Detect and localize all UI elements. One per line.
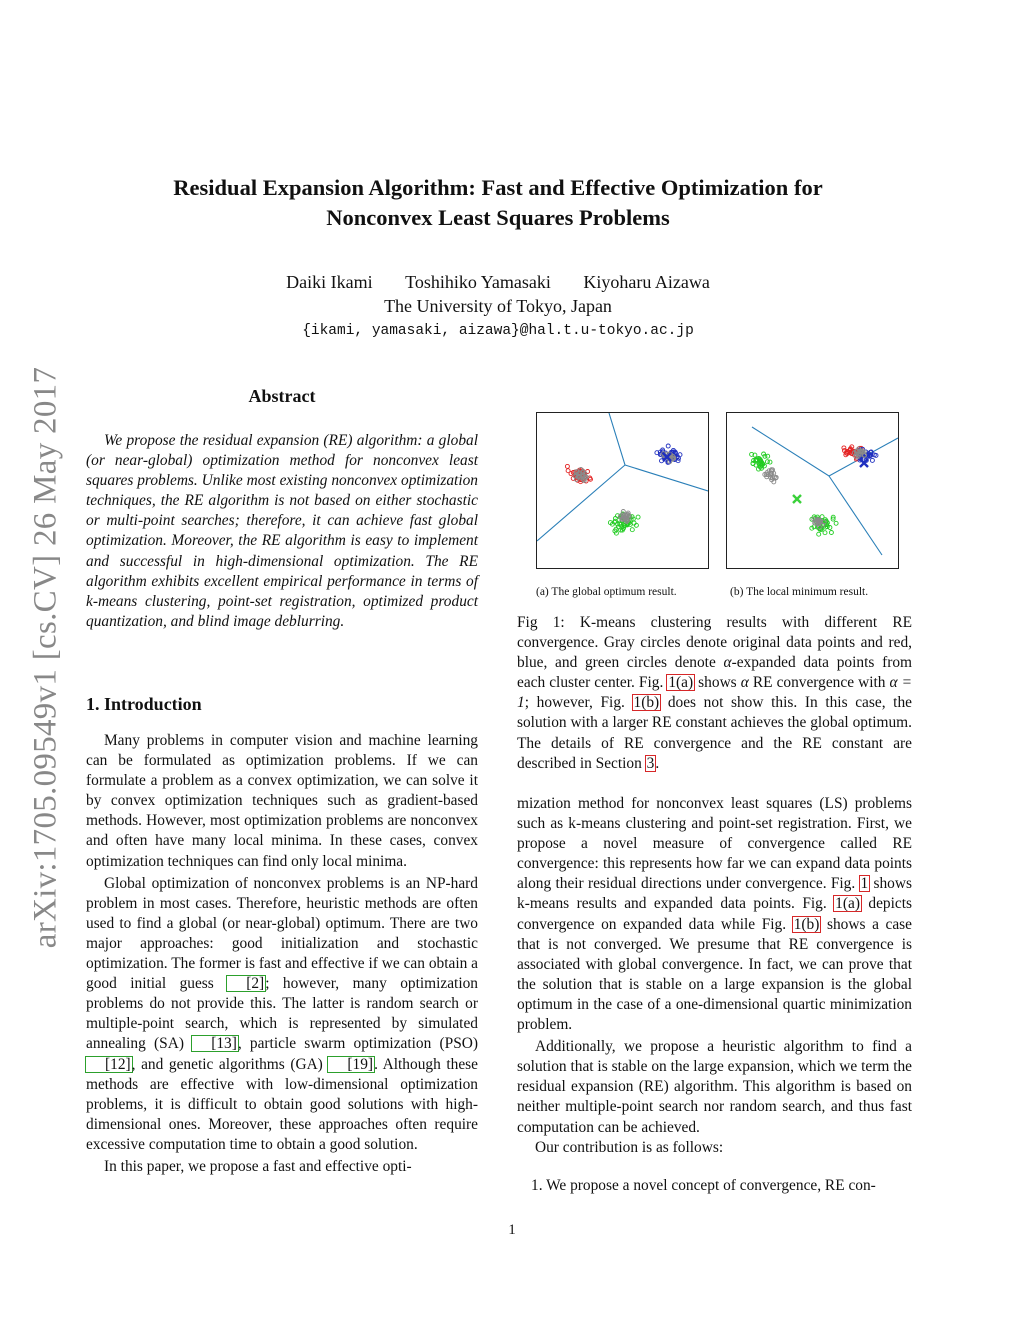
intro-paragraph-3: In this paper, we propose a fast and effective opti- [104, 1157, 412, 1175]
expanded-point-red [566, 469, 570, 473]
math-expression: α = 1 [517, 674, 913, 712]
paper-title [100, 173, 896, 233]
intro-heading: 1. Introduction [86, 694, 202, 714]
text-span: -expanded data points from each cluster center. Fig. [517, 654, 912, 692]
text-span: , particle swarm optimization (PSO) [237, 1035, 478, 1053]
intro-paragraph-2 [86, 874, 478, 1155]
text-span: Fig 1: K-means clustering results with different RE convergence. Gray circles denote original data points and red, blue, and green circles denote [517, 614, 912, 672]
expanded-point-green [817, 532, 821, 536]
contribution-item-1: 1. We propose a novel concept of convergence, RE con- [531, 1176, 876, 1194]
text-span: mization method for nonconvex least squares (LS) problems such as k-means clustering and point-set registration. First, we propose a novel measure of convergence called RE convergence: this represents how far we can expand data points along their residual directions under convergence. Fig. [517, 795, 912, 893]
intro-paragraph-1: Many problems in computer vision and machine learning can be formulated as optimization problems. If we can formulate a problem as a convex optimization, we can solve it by convex optimization techniques such as gradient-based methods. However, most optimization problems are nonconvex and often have many local minima. In these cases, convex optimization techniques can find only local minima. [86, 732, 478, 870]
math-symbol: α [723, 654, 732, 672]
abstract-body [86, 431, 478, 632]
figure-caption [517, 613, 912, 774]
figure-link[interactable]: 1(b) [793, 915, 820, 933]
title-line-2: Nonconvex Least Squares Problems [326, 205, 670, 230]
section-link[interactable]: 3 [646, 754, 655, 772]
kmeans-plot-b [727, 413, 898, 568]
right-paragraph-3: Our contribution is as follows: [535, 1138, 724, 1156]
figure-link[interactable]: 1(b) [633, 694, 660, 712]
expanded-point-green [829, 531, 833, 535]
author-name: Toshihiko Yamasaki [405, 272, 551, 292]
title-line-1: Residual Expansion Algorithm: Fast and Effective Optimization for [173, 175, 823, 200]
expanded-point-green [614, 519, 618, 523]
cluster-center-marker [793, 495, 801, 503]
expanded-point-red [565, 464, 569, 468]
expanded-point-red [589, 477, 593, 481]
expanded-point-green [834, 521, 838, 525]
figure-link[interactable]: 1(a) [835, 895, 860, 913]
author-name: Daiki Ikami [286, 272, 373, 292]
abstract-text: We propose the residual expansion (RE) algorithm: a global (or near-global) optimization method for nonconvex least squares problems. Unlike most existing nonconvex optimization techniques, the RE algorithm is not based on either stochastic or multi-point searches; therefore, it can achieve fast global optimization. Moreover, the RE algorithm is easy to implement and successful in high-dimensional optimization. The RE algorithm exhibits excellent empirical performance in terms of k-means clustering, point-set registration, optimized product quantization, and blind image deblurring. [86, 432, 478, 630]
figure-panel-b [726, 412, 899, 569]
author-name: Kiyoharu Aizawa [583, 272, 710, 292]
text-span: ; however, many optimization problems do not provide this. The latter is random search or multiple-point search, which is represented by simulated annealing (SA) [86, 975, 479, 1053]
expanded-point-blue [870, 458, 874, 462]
text-span: . [655, 754, 660, 772]
figure-link[interactable]: 1 [860, 875, 869, 893]
expanded-point-green [630, 528, 634, 532]
text-span: . Although these methods are effective with low-dimensional optimization problems, it is difficult to obtain good solutions with high-dimensional ones. Moreover, these approaches often require excessive computation time to obtain a good solution. [86, 1055, 478, 1153]
arxiv-stamp [26, 345, 66, 970]
subcaption-b: (b) The local minimum result. [730, 586, 869, 598]
intro-column [86, 731, 478, 1177]
text-span: , and genetic algorithms (GA) [131, 1055, 329, 1073]
figure-link[interactable]: 1(a) [668, 674, 694, 692]
text-span: Global optimization of nonconvex problems is an NP-hard problem in most cases. Therefore, heuristic methods are often used to find a global (or near-global) optimum. There are two major approaches: good initialization and stochastic optimization. The former is fast and effective if we can obtain a good initial guess [86, 874, 478, 993]
expanded-point-green [636, 515, 640, 519]
text-span: shows a case that is not converged. We presume that RE convergence is associated with global convergence. In fact, we can prove that the solution that is stable on a large expansion is the global optimum in the case of a one-dimensional quartic minimization problem. [517, 915, 913, 1034]
right-paragraph-1 [517, 794, 912, 1035]
expanded-point-green [768, 460, 772, 464]
page-number: 1 [508, 1222, 516, 1238]
subcaption-a: (a) The global optimum result. [536, 586, 677, 598]
citation-link[interactable]: [12] [86, 1057, 132, 1072]
affiliation: The University of Tokyo, Japan [384, 296, 612, 316]
math-symbol: α [740, 674, 749, 692]
text-span: ; however, Fig. [524, 694, 633, 712]
text-span: RE convergence with [748, 674, 890, 692]
right-paragraph-2: Additionally, we propose a heuristic algorithm to find a solution that is stable on the large expansion, which we term the residual expansion (RE) algorithm. This algorithm is based on neither multiple-point search nor random search, and thus fast computation can be achieved. [517, 1038, 912, 1136]
text-span: shows k-means results and expanded data points. Fig. [517, 875, 912, 913]
citation-link[interactable]: [2] [227, 976, 265, 991]
expanded-point-green [828, 526, 832, 530]
arxiv-id: arXiv:1705.09549v1 [cs.CV] 26 May 2017 [27, 366, 64, 949]
expanded-point-green [823, 531, 827, 535]
right-column [517, 794, 912, 1196]
voronoi-boundary [829, 476, 882, 555]
text-span: depicts convergence on expanded data while Fig. [517, 895, 912, 933]
voronoi-boundary [625, 465, 708, 491]
caption-text [517, 613, 912, 774]
expanded-point-green [766, 454, 770, 458]
text-span: does not show this. In this case, the solution with a larger RE constant achieves the global optimum. The details of RE convergence and the RE constant are described in Section [517, 694, 912, 772]
citation-link[interactable]: [19] [328, 1057, 374, 1072]
text-span: shows [694, 674, 741, 692]
author-emails: {ikami, yamasaki, aizawa}@hal.t.u-tokyo.ac.jp [302, 323, 694, 339]
kmeans-plot-a [537, 413, 708, 568]
abstract-heading: Abstract [248, 386, 316, 406]
citation-link[interactable]: [13] [192, 1036, 238, 1051]
author-names [100, 270, 896, 294]
expanded-point-blue [666, 444, 670, 448]
figure-panel-a [536, 412, 709, 569]
authors-block [100, 270, 896, 343]
